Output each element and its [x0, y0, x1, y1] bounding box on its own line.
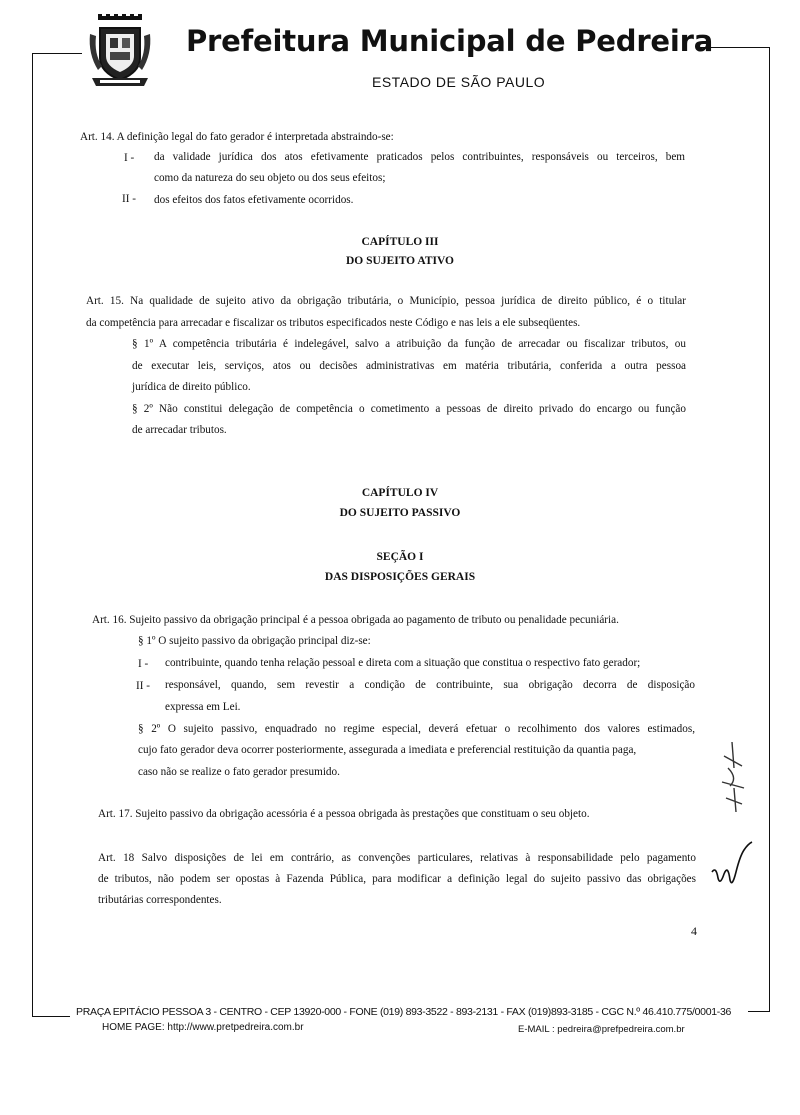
- footer-email[interactable]: E-MAIL : pedreira@prefpedreira.com.br: [518, 1024, 685, 1035]
- art15-p1-line1: § 1º A competência tributária é indelegável, salvo a atribuição da função de arrecadar ou fiscalizar tributos, ou: [132, 338, 686, 350]
- chapter4-title: CAPÍTULO IV: [361, 487, 439, 499]
- art15-p2-line1: § 2º Não constitui delegação de competência o cometimento a pessoas de direito privado do encargo ou função: [132, 403, 686, 415]
- frame-left: [32, 53, 33, 1017]
- art16-p2-line3: caso não se realize o fato gerador presumido.: [138, 766, 340, 778]
- art15-p2-line2: de arrecadar tributos.: [132, 424, 227, 436]
- art15-p1-line2: de executar leis, serviços, atos ou decisões administrativas em matéria tributária, conferida a outra pessoa: [132, 360, 686, 372]
- art16-p2-line2: cujo fato gerador deva ocorrer posteriormente, assegurada a imediata e preferencial restituição da quantia paga,: [138, 744, 637, 756]
- chapter3-subtitle: DO SUJEITO ATIVO: [346, 255, 454, 267]
- handwritten-signature-icon: [708, 836, 756, 901]
- art16-item1-num: I -: [138, 658, 149, 670]
- footer-homepage[interactable]: HOME PAGE: http://www.pretpedreira.com.br: [102, 1022, 304, 1033]
- footer-address: PRAÇA EPITÁCIO PESSOA 3 - CENTRO - CEP 13920-000 - FONE (019) 893-3522 - 893-2131 - FAX (019)893-3185 - CGC N.º 46.410.775/0001-36: [76, 1006, 732, 1018]
- chapter3-title: CAPÍTULO III: [361, 236, 439, 248]
- art18-line3: tributárias correspondentes.: [98, 894, 222, 906]
- art16-item2-line2: expressa em Lei.: [165, 701, 241, 713]
- section1-title: SEÇÃO I: [376, 551, 424, 563]
- page-subtitle: ESTADO DE SÃO PAULO: [372, 74, 546, 90]
- frame-bottom-left: [32, 1016, 70, 1017]
- art14-intro: Art. 14. A definição legal do fato gerador é interpretada abstraindo-se:: [80, 131, 394, 143]
- frame-top-left: [32, 53, 82, 54]
- art15-p1-line3: jurídica de direito público.: [132, 381, 251, 393]
- page-number: 4: [691, 924, 697, 938]
- frame-bottom-right: [748, 1011, 770, 1012]
- art16-intro: Art. 16. Sujeito passivo da obrigação principal é a pessoa obrigada ao pagamento de tributo ou penalidade pecuniária.: [92, 614, 619, 626]
- art16-item2-line1: responsável, quando, sem revestir a condição de contribuinte, sua obrigação decorra de disposição: [165, 679, 695, 691]
- chapter4-subtitle: DO SUJEITO PASSIVO: [339, 507, 461, 519]
- art14-item1-line1: da validade jurídica dos atos efetivamente praticados pelos contribuintes, responsáveis ou terceiros, bem: [154, 151, 685, 163]
- frame-right: [769, 47, 770, 1011]
- art16-p1: § 1º O sujeito passivo da obrigação principal diz-se:: [138, 635, 371, 647]
- coat-of-arms-icon: [86, 14, 154, 92]
- art16-item1: contribuinte, quando tenha relação pessoal e direta com a situação que constitua o respectivo fato gerador;: [165, 657, 641, 669]
- art15-line1: Art. 15. Na qualidade de sujeito ativo da obrigação tributária, o Município, pessoa jurídica de direito público, é o titular: [86, 295, 686, 307]
- art14-item1-num: I -: [124, 152, 135, 164]
- art16-p2-line1: § 2º O sujeito passivo, enquadrado no regime especial, deverá efetuar o recolhimento dos valores estimados,: [138, 723, 695, 735]
- page-title: Prefeitura Municipal de Pedreira: [186, 24, 714, 58]
- art18-line2: de tributos, não podem ser opostas à Fazenda Pública, para modificar a definição legal do sujeito passivo das obrigações: [98, 873, 696, 885]
- handwritten-initials-icon: [712, 738, 752, 823]
- art15-line2: da competência para arrecadar e fiscalizar os tributos especificados neste Código e nas leis a ele subseqüentes.: [86, 317, 581, 329]
- art14-item1-line2: como da natureza do seu objeto ou dos seus efeitos;: [154, 172, 386, 184]
- art14-item2-num: II -: [122, 193, 136, 205]
- art16-item2-num: II -: [136, 680, 150, 692]
- section1-subtitle: DAS DISPOSIÇÕES GERAIS: [324, 571, 476, 583]
- art17-text: Art. 17. Sujeito passivo da obrigação acessória é a pessoa obrigada às prestações que constituam o seu objeto.: [98, 808, 590, 820]
- art14-item2: dos efeitos dos fatos efetivamente ocorridos.: [154, 194, 354, 206]
- art18-line1: Art. 18 Salvo disposições de lei em contrário, as convenções particulares, relativas à responsabilidade pelo pagamento: [98, 852, 696, 864]
